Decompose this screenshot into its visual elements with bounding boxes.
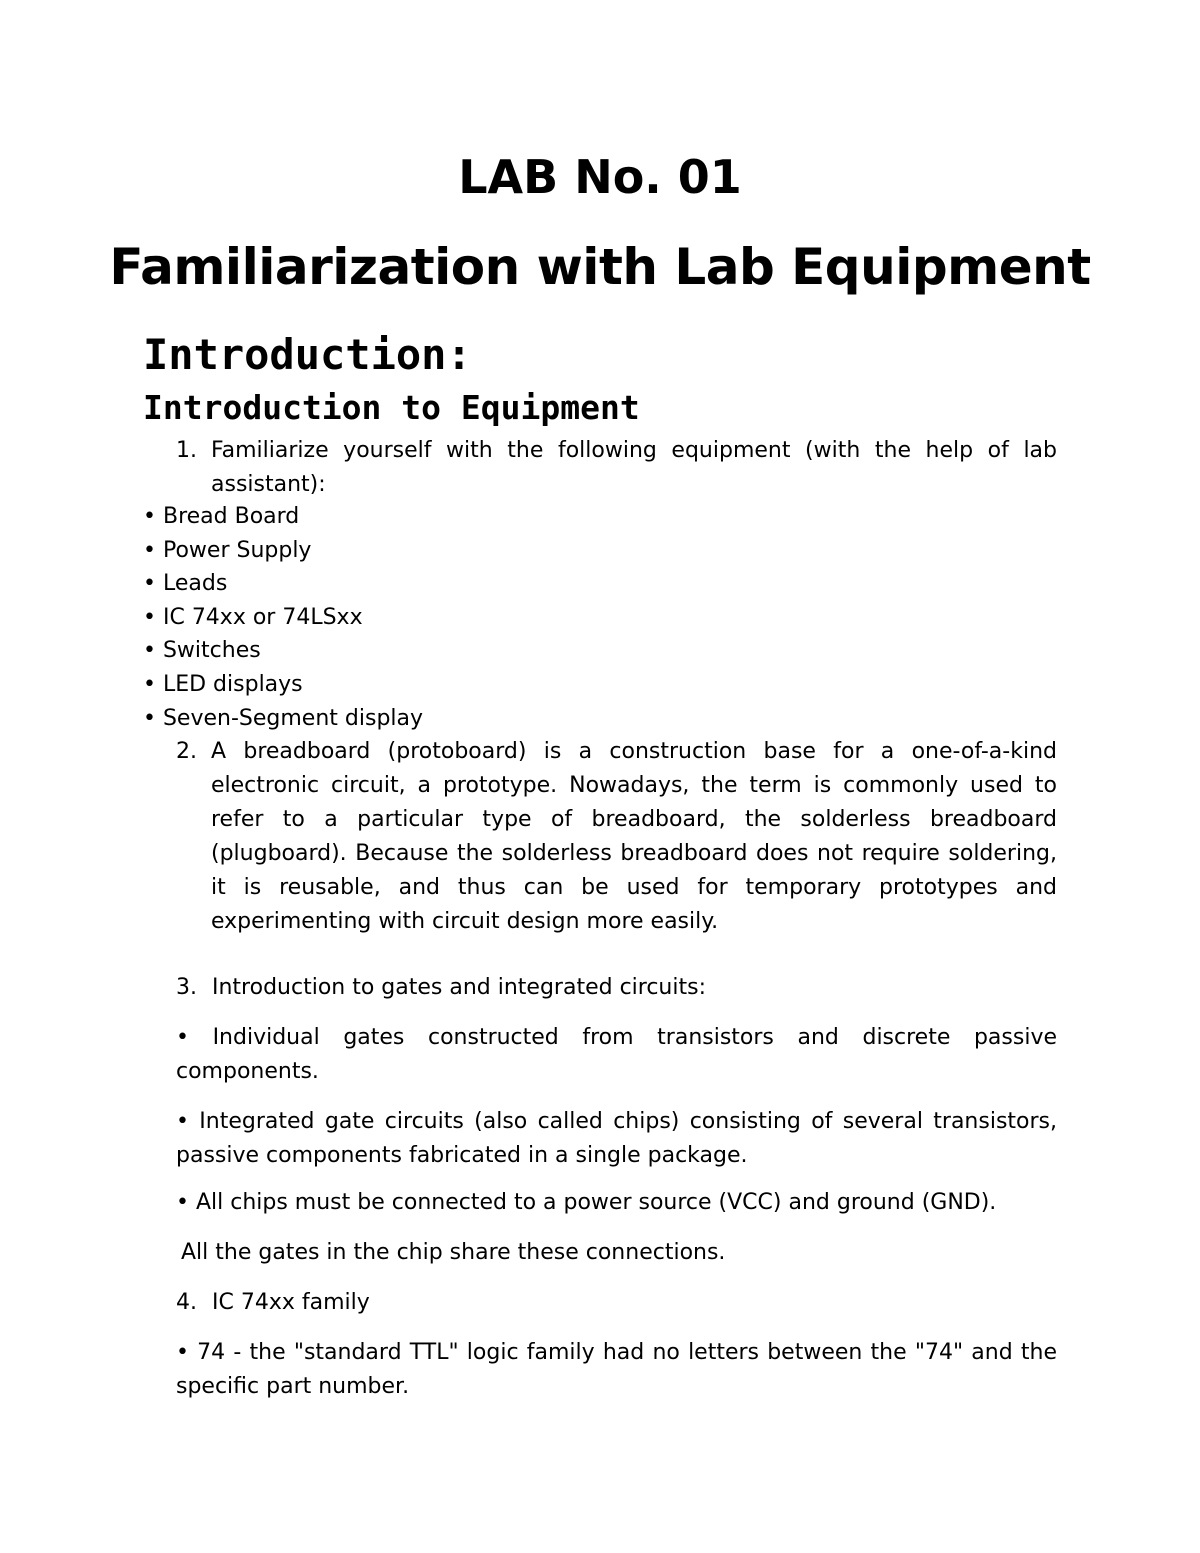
item4-text: IC 74xx family — [212, 1290, 370, 1315]
item3-number: 3. — [176, 975, 197, 1000]
list-item: • All chips must be connected to a power source (VCC) and ground (GND). — [176, 1190, 997, 1215]
item4-number: 4. — [176, 1290, 197, 1315]
item2-text: A breadboard (protoboard) is a construction base for a one-of-a-kind electronic circuit, a prototype. Nowadays, the term is commonly used to refer to a particular type of breadboard, the solderless breadboard (plugboard). Because the solderless breadboard does not require soldering, it is reusable, and thus can be used for temporary prototypes and experimenting with circuit design more easily. — [211, 739, 1057, 934]
item3-text: Introduction to gates and integrated circuits: — [212, 975, 706, 1000]
lab-subtitle: Familiarization with Lab Equipment — [109, 238, 1091, 296]
list-item: • Individual gates constructed from transistors and discrete passive components. — [176, 1025, 1057, 1084]
list-item: • Integrated gate circuits (also called chips) consisting of several transistors, passive components fabricated in a single package. — [176, 1109, 1057, 1168]
list-item: • Power Supply — [143, 538, 312, 563]
list-item: • LED displays — [143, 672, 303, 697]
list-item: • Switches — [143, 638, 261, 663]
list-item: • 74 - the "standard TTL" logic family had no letters between the "74" and the specific part number. — [176, 1340, 1057, 1399]
item1-number: 1. — [176, 438, 197, 463]
item2-number: 2. — [176, 739, 197, 764]
list-item: • IC 74xx or 74LSxx — [143, 605, 363, 630]
list-item: • Bread Board — [143, 504, 300, 529]
item1-text: Familiarize yourself with the following equipment (with the help of lab assistant): — [211, 438, 1057, 497]
equipment-heading: Introduction to Equipment — [143, 388, 640, 427]
lab-title: LAB No. 01 — [458, 150, 742, 204]
list-item: • Leads — [143, 571, 228, 596]
gates-note: All the gates in the chip share these connections. — [181, 1240, 726, 1265]
introduction-heading: Introduction: — [143, 330, 472, 379]
list-item: • Seven-Segment display — [143, 706, 424, 731]
